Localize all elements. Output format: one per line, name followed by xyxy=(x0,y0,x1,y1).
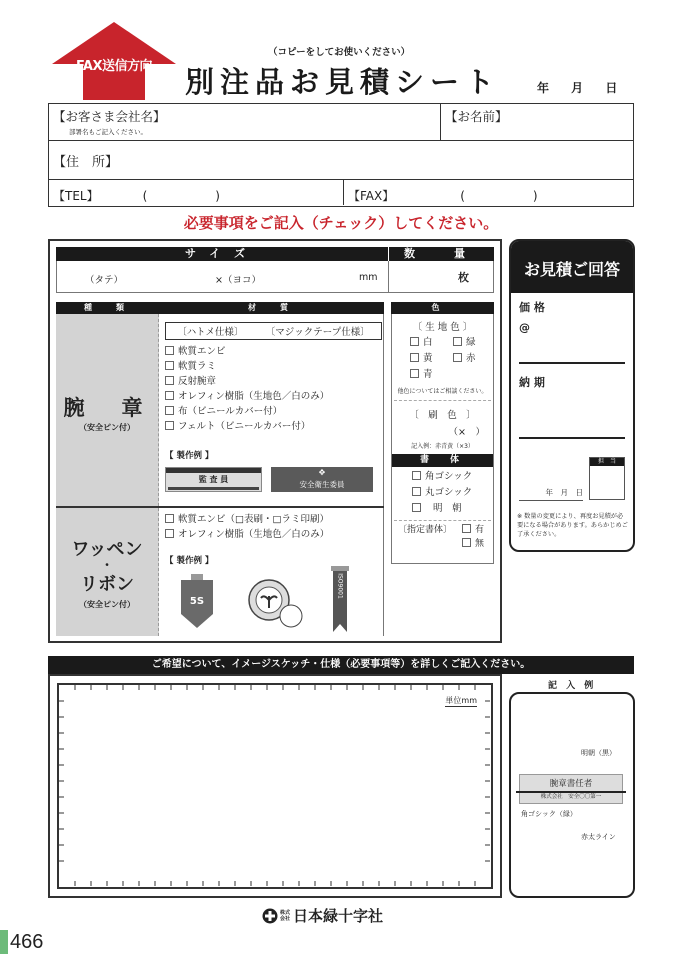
address-label: 【住 所】 xyxy=(53,155,119,170)
print-color-field[interactable]: （× ） xyxy=(448,427,485,438)
type-header: 種 類 xyxy=(56,302,160,314)
wappen-dot: ・ xyxy=(100,558,113,572)
fax-parens: ( ) xyxy=(460,189,542,203)
font-option-maru-gothic[interactable]: 丸ゴシック xyxy=(412,485,493,501)
tel-parens: ( ) xyxy=(142,189,224,203)
armband-sub: （安全ピン付） xyxy=(79,423,135,432)
main-form xyxy=(48,239,502,643)
answer-note: ※ 数量の変更により、再度お見積が必要になる場合があります。あらかじめご了承ください。 xyxy=(517,513,628,538)
base-color-label: 〔 生 地 色 〕 xyxy=(412,322,473,333)
color-font-column xyxy=(391,314,494,564)
tel-field[interactable] xyxy=(49,180,344,205)
tel-label: 【TEL】 xyxy=(53,189,99,203)
armband-example-2: ✥ 安全衛生委員 xyxy=(271,467,373,492)
fax-direction-label: FAX送信方向 xyxy=(76,59,152,74)
size-yoko: ×（ヨコ） xyxy=(215,275,261,286)
font-option-kaku-gothic[interactable]: 角ゴシック xyxy=(412,469,493,485)
green-cross-logo-icon xyxy=(262,908,278,924)
armband-material-option[interactable]: フェルト（ビニールカバー付） xyxy=(165,419,329,434)
wappen-examples-label: 【 製作例 】 xyxy=(165,556,214,566)
print-color-example: 記入例：赤青黄（×3） xyxy=(411,443,474,450)
armband-name: 腕 章 xyxy=(63,396,151,420)
armband-material-option[interactable]: 軟質エンビ xyxy=(165,344,329,359)
armband-material-option[interactable]: 布（ビニールカバー付） xyxy=(165,404,329,419)
delivery-label: 納 期 xyxy=(519,376,545,389)
5s-pennant-icon xyxy=(179,574,215,628)
price-field[interactable] xyxy=(511,293,633,340)
wappen-type-cell xyxy=(56,508,159,636)
customer-info-box xyxy=(48,103,634,207)
person-name-field[interactable] xyxy=(441,104,512,140)
print-color-label: 〔 刷 色 〕 xyxy=(409,410,476,421)
armband-material-option[interactable]: 反射腕章 xyxy=(165,374,329,389)
armband-example-1: 監 査 員 xyxy=(165,467,262,492)
svg-text:5S: 5S xyxy=(189,596,205,607)
quantity-unit: 枚 xyxy=(458,270,469,284)
page-title: 別注品お見積シート xyxy=(185,65,501,99)
checkbox[interactable] xyxy=(165,421,174,430)
color-option-white[interactable]: 白 xyxy=(410,335,450,351)
checkbox[interactable] xyxy=(165,391,174,400)
material-header: 材 質 xyxy=(160,302,384,314)
round-badge-icon xyxy=(247,578,303,628)
fax-label: 【FAX】 xyxy=(348,189,395,203)
example-box xyxy=(509,692,635,898)
copy-note: （コピーをしてお使いください） xyxy=(268,47,411,58)
specified-font-label: 〔指定書体〕 xyxy=(398,525,453,535)
color-option-red[interactable]: 赤 xyxy=(453,353,476,364)
page-number: 466 xyxy=(10,931,44,953)
checkbox[interactable] xyxy=(165,346,174,355)
svg-text:ISO9001: ISO9001 xyxy=(336,573,344,599)
fax-field[interactable] xyxy=(344,187,546,205)
company-name-label: 【お客さま会社名】 xyxy=(53,109,166,124)
ruler-ticks xyxy=(59,685,491,887)
unit-label: 単位mm xyxy=(445,696,477,705)
font-option-mincho[interactable]: 明 朝 xyxy=(412,501,493,517)
company-name-sub: 部署名もご記入ください。 xyxy=(69,128,147,136)
wappen-material-cell xyxy=(159,508,384,636)
quote-answer-box xyxy=(509,239,635,552)
spec-magic-tape[interactable]: 〔マジックテープ仕様〕 xyxy=(265,327,370,338)
quantity-header: 数 量 xyxy=(388,247,494,261)
wappen-name-2: リボン xyxy=(80,574,134,595)
specified-font-no[interactable]: 無 xyxy=(398,537,493,551)
armband-type-cell xyxy=(56,314,159,506)
example-label: 記 入 例 xyxy=(548,681,597,691)
company-name: 日本緑十字社 xyxy=(293,907,384,925)
wappen-name-1: ワッペン xyxy=(71,539,143,560)
color-header: 色 xyxy=(391,302,494,314)
iso-ribbon-icon xyxy=(329,566,351,632)
specified-font-yes[interactable]: 有 xyxy=(462,523,484,537)
callout-red-line: 赤太ライン xyxy=(581,833,616,841)
quantity-field[interactable] xyxy=(389,269,493,285)
size-tate: （タテ） xyxy=(85,275,124,286)
checkbox[interactable] xyxy=(165,376,174,385)
price-at: @ xyxy=(519,321,530,334)
delivery-line[interactable] xyxy=(519,437,625,439)
page-color-bar xyxy=(0,930,8,954)
color-option-yellow[interactable]: 黄 xyxy=(410,351,450,367)
size-header: サイズ xyxy=(56,247,388,261)
color-note: 他色についてはご相談ください。 xyxy=(397,388,488,395)
checkbox[interactable] xyxy=(165,361,174,370)
armband-material-option[interactable]: 軟質ラミ xyxy=(165,359,329,374)
armband-material-option[interactable]: オレフィン樹脂（生地色／白のみ） xyxy=(165,389,329,404)
armband-examples-label: 【 製作例 】 xyxy=(165,451,214,461)
sketch-area[interactable] xyxy=(48,674,502,898)
color-option-blue[interactable]: 青 xyxy=(410,369,433,380)
staff-stamp-box[interactable]: 担 当 xyxy=(589,457,625,500)
wappen-material-option[interactable]: 軟質エンビ（□表刷・□ラミ印刷） xyxy=(165,512,329,527)
size-unit: mm xyxy=(359,272,378,283)
company-name-field[interactable] xyxy=(49,104,441,140)
sketch-header: ご希望について、イメージスケッチ・仕様（必要事項等）を詳しくご記入ください。 xyxy=(48,656,634,674)
price-label: 価 格 xyxy=(519,301,545,314)
callout-mincho: 明朝（黒） xyxy=(581,749,616,757)
address-field[interactable] xyxy=(49,141,633,180)
cross-icon: ✥ xyxy=(318,468,326,477)
company-logo: 株式会社 日本緑十字社 xyxy=(262,905,383,926)
notice-text: 必要事項をご記入（チェック）してください。 xyxy=(183,214,499,232)
person-name-label: 【お名前】 xyxy=(445,109,508,124)
spec-hatome[interactable]: 〔ハトメ仕様〕 xyxy=(177,327,244,338)
wappen-sub: （安全ピン付） xyxy=(79,600,135,609)
wappen-material-option[interactable]: オレフィン樹脂（生地色／白のみ） xyxy=(165,527,329,542)
checkbox[interactable] xyxy=(165,529,174,538)
answer-date-field[interactable]: 年 月 日 xyxy=(519,487,583,501)
checkbox[interactable] xyxy=(165,514,174,523)
callout-gothic: 角ゴシック（緑） xyxy=(521,810,577,818)
size-field[interactable] xyxy=(57,261,389,292)
armband-material-cell xyxy=(159,314,384,506)
answer-header: お見積ご回答 xyxy=(511,241,633,293)
date-field[interactable]: 年 月 日 xyxy=(537,81,618,95)
color-option-green[interactable]: 緑 xyxy=(453,337,476,348)
example-armband: 腕章書任者 株式会社 安全〇〇第一 xyxy=(519,774,623,804)
checkbox[interactable] xyxy=(165,406,174,415)
font-header: 書 体 xyxy=(392,454,493,467)
